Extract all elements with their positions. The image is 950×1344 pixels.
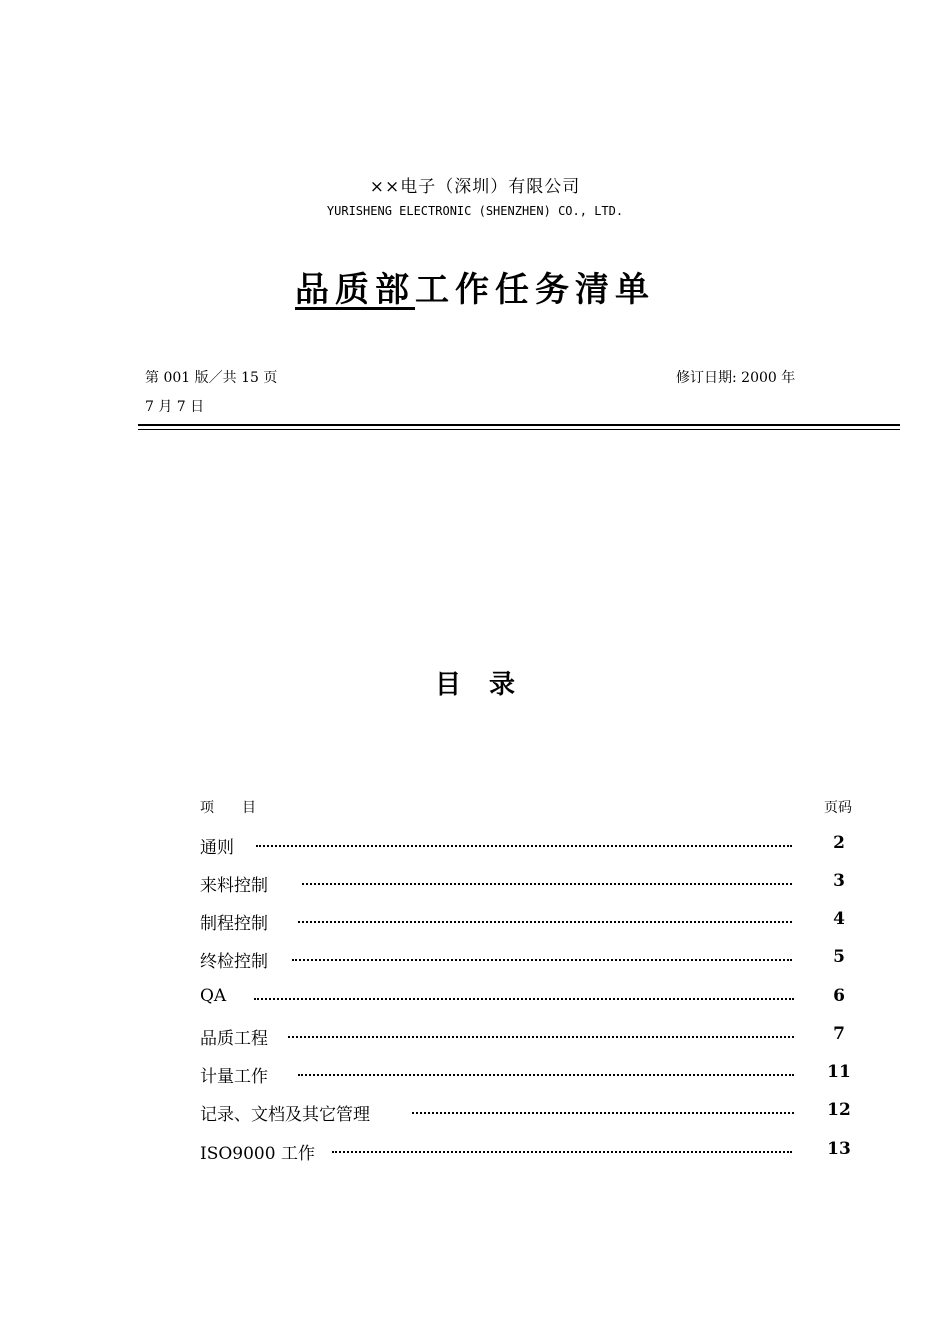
toc-entry[interactable] (200, 871, 860, 897)
toc-entry[interactable] (200, 833, 860, 859)
toc-entry[interactable] (200, 909, 860, 935)
toc-column-item: 项目 (200, 800, 284, 816)
toc-entry-label: 制程控制 (200, 914, 268, 934)
toc-entry-label: 计量工作 (200, 1067, 268, 1087)
toc-leader (332, 1147, 792, 1153)
toc-leader (298, 1070, 794, 1076)
toc-entry-label: 品质工程 (200, 1029, 268, 1049)
toc-entry-label: 记录、文档及其它管理 (200, 1105, 370, 1125)
toc-entry-page: 4 (833, 909, 845, 929)
document-title (0, 262, 950, 311)
toc-entry-page: 5 (833, 947, 845, 967)
toc-leader (302, 879, 792, 885)
toc-entry-label: QA (200, 986, 227, 1006)
toc-entry-page: 11 (827, 1062, 851, 1082)
toc-entry[interactable] (200, 947, 860, 973)
toc-entry-label: ISO9000 工作 (200, 1144, 315, 1164)
toc-leader (254, 994, 794, 1000)
title-rest: 工作任务清单 (415, 270, 655, 310)
toc-column-page: 页码 (824, 800, 852, 816)
company-name-cn: ××电子（深圳）有限公司 (369, 177, 581, 197)
header-divider-thin (138, 429, 900, 430)
toc-entry-page: 6 (833, 986, 845, 1006)
toc-leader (256, 841, 792, 847)
toc-entry-label: 终检控制 (200, 952, 268, 972)
revision-date-continued: 7 月 7 日 (145, 399, 205, 415)
toc-title: 目录 (434, 670, 543, 700)
revision-date: 修订日期: 2000 年 (676, 370, 796, 386)
toc-entry[interactable] (200, 1139, 860, 1165)
toc-leader (292, 955, 792, 961)
version-info: 第 001 版／共 15 页 (145, 370, 278, 386)
toc-entry[interactable] (200, 1024, 860, 1050)
header-divider-thick (138, 424, 900, 426)
toc-entry-page: 3 (833, 871, 845, 891)
title-department: 品质部 (295, 270, 415, 310)
company-name-en: YURISHENG ELECTRONIC (SHENZHEN) CO., LTD. (326, 204, 624, 218)
toc-entry-label: 来料控制 (200, 876, 268, 896)
toc-entry[interactable] (200, 986, 860, 1012)
toc-entry-page: 7 (833, 1024, 845, 1044)
toc-leader (288, 1032, 794, 1038)
toc-leader (298, 917, 792, 923)
toc-entry[interactable] (200, 1062, 860, 1088)
toc-entry-page: 13 (827, 1139, 851, 1159)
toc-entry-page: 12 (827, 1100, 851, 1120)
toc-entry-page: 2 (833, 833, 845, 853)
toc-entry[interactable] (200, 1100, 860, 1126)
toc-entry-label: 通则 (200, 838, 234, 858)
toc-leader (412, 1108, 794, 1114)
